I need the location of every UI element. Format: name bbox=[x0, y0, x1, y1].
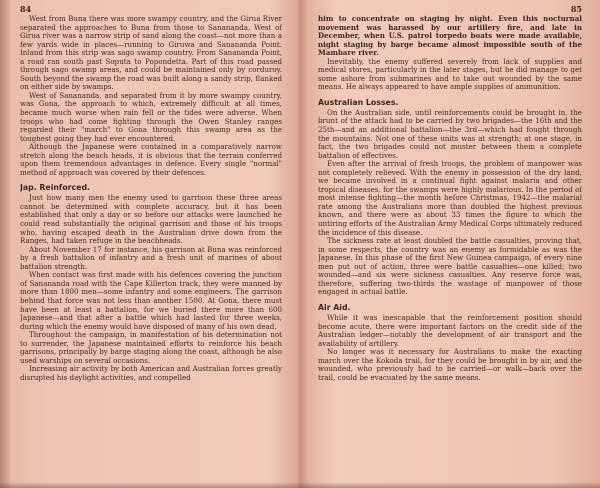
page-shadow bbox=[0, 482, 600, 488]
right-page bbox=[318, 4, 582, 482]
left-page-number: 84 bbox=[20, 4, 32, 14]
paragraph: Even after the arrival of fresh troops, the problem of manpower was not completely relieved. With the enemy in possession of the dry land, we became involved in a continual fight against malaria and other tropical diseases, for the swamps were highly malarious. In the period of most intense fighting—the month before Christmas, 1942—the malarial rate among the Australians more than doubled the highest previous known, and there were as about 33 times the figure to which the untiring efforts of the Australian Army Medical Corps ultimately reduced the incidence of this disease. bbox=[318, 159, 582, 237]
paragraph: West from Buna there was more swampy country, and the Girua River separated the approaches to Buna from those to Sanananda. West of Girua river was a narrow strip of sand along the coast—not more than a few yards wide in places—running to Giruwa and Sanananda Point. Inland from this strip was sago swamp country. From Sanananda Point, a road ran south past Soputa to Popondetta. Part of this road passed through sago swamp areas, and could be maintained only by corduroy. South beyond the swamp the road was built along a sandy strip, flanked on either side by swamps. bbox=[20, 14, 282, 92]
page-edge bbox=[0, 0, 10, 488]
section-heading: Air Aid. bbox=[318, 302, 351, 312]
paragraph: When contact was first made with his defences covering the junction of Sanananda road with the Cape Killerton track, they were manned by more than 1800 men—some infantry and some engineers. The garrison behind that force was not less than another 1500. At Gona, there must have been at least a battalion, for we buried there more than 600 Japanese—and that after a battle which had lasted for three weeks, during which the enemy would have disposed of many of his own dead. bbox=[20, 270, 282, 331]
section-heading: Australian Losses. bbox=[318, 97, 399, 107]
paragraph: Although the Japanese were contained in a comparatively narrow stretch along the beach heads, it is obvious that the terrain conferred upon them tremendous advantages in defence. Every single "normal" method of approach was covered by their defences. bbox=[20, 142, 282, 177]
left-page bbox=[20, 4, 282, 482]
paragraph: him to concentrate on staging by night. Even this nocturnal movement was harassed by our artillery fire, and late in December, when U.S. patrol torpedo boats were made available, night staging by barge became almost impossible south of the Mambare river. bbox=[318, 14, 582, 58]
paragraph: West of Sanananda, and separated from it by more swampy country, was Gona, the approach to which, extremely difficult at all times, became much worse when rain fell or the tides were adverse. When troops who had come fighting through the Owen Stanley ranges regarded their "march" to Gona through this swamp area as the toughest going they had ever encountered. bbox=[20, 90, 282, 143]
paragraph: Increasing air activity by both American and Australian forces greatly disrupted his daylight activities, and compelled bbox=[20, 364, 282, 382]
paragraph: On the Australian side, until reinforcements could be brought in, the brunt of the attack had to be carried by two brigades—the 16th and the 25th—and an additional battalion—the 3rd—which had fought through the mountains. Not one of these units was at strength; at one stage, in fact, the two brigades could not muster between them a complete battalion of effectives. bbox=[318, 107, 582, 160]
paragraph: No longer was it necessary for Australians to make the exacting march over the Kokoda trail, for they could be brought in by air, and the wounded, who previously had to be carried—or walk—back over the trail, could be evacuated by the same means. bbox=[318, 347, 582, 382]
paragraph: About November 17 for instance, his garrison at Buna was reinforced by a fresh battalion of infantry and a fresh unit of marines of about battalion strength. bbox=[20, 244, 282, 271]
paragraph: While it was inescapable that the reinforcement position should become acute, there were important factors on the credit side of the Australian ledger—notably the development of air transport and the availability of artillery. bbox=[318, 312, 582, 348]
section-heading: Jap. Reinforced. bbox=[20, 183, 90, 193]
paragraph: Just how many men the enemy used to garrison these three areas cannot be determined with complete accuracy, but it has been established that only a day or so before our attacks were launched he could read substantially the original garrison and those of his troops who, having escaped death in the Australian drive down from the Ranges, had taken refuge in the beachheads. bbox=[20, 193, 282, 246]
paragraph: Throughout the campaign, in manifestation of his determination not to surrender, the Japanese maintained efforts to reinforce his beach garrisons, principally by barge staging along the coast, although he also used warships on several occasions. bbox=[20, 330, 282, 365]
right-page-body bbox=[318, 15, 582, 382]
paragraph: Inevitably, the enemy suffered severely from lack of supplies and medical stores, particularly in the later stages, but he did manage to get some ashore from submarines and to take out wounded by the same means. He always appeared to have ample supplies of ammunition. bbox=[318, 56, 582, 92]
left-page-body bbox=[20, 15, 282, 382]
right-page-number: 85 bbox=[570, 4, 582, 14]
paragraph: The sickness rate at least doubled the battle casualties, proving that, in some respects, the country was an enemy as formidable as was the Japanese. In this phase of the first New Guinea campaign, of every nine men put out of action, three were battle casualties—one killed; two wounded—and six were sickness casualties. Any reserve force was, therefore, suffering two-thirds the wastage of manpower of those engaged in actual battle. bbox=[318, 236, 582, 297]
